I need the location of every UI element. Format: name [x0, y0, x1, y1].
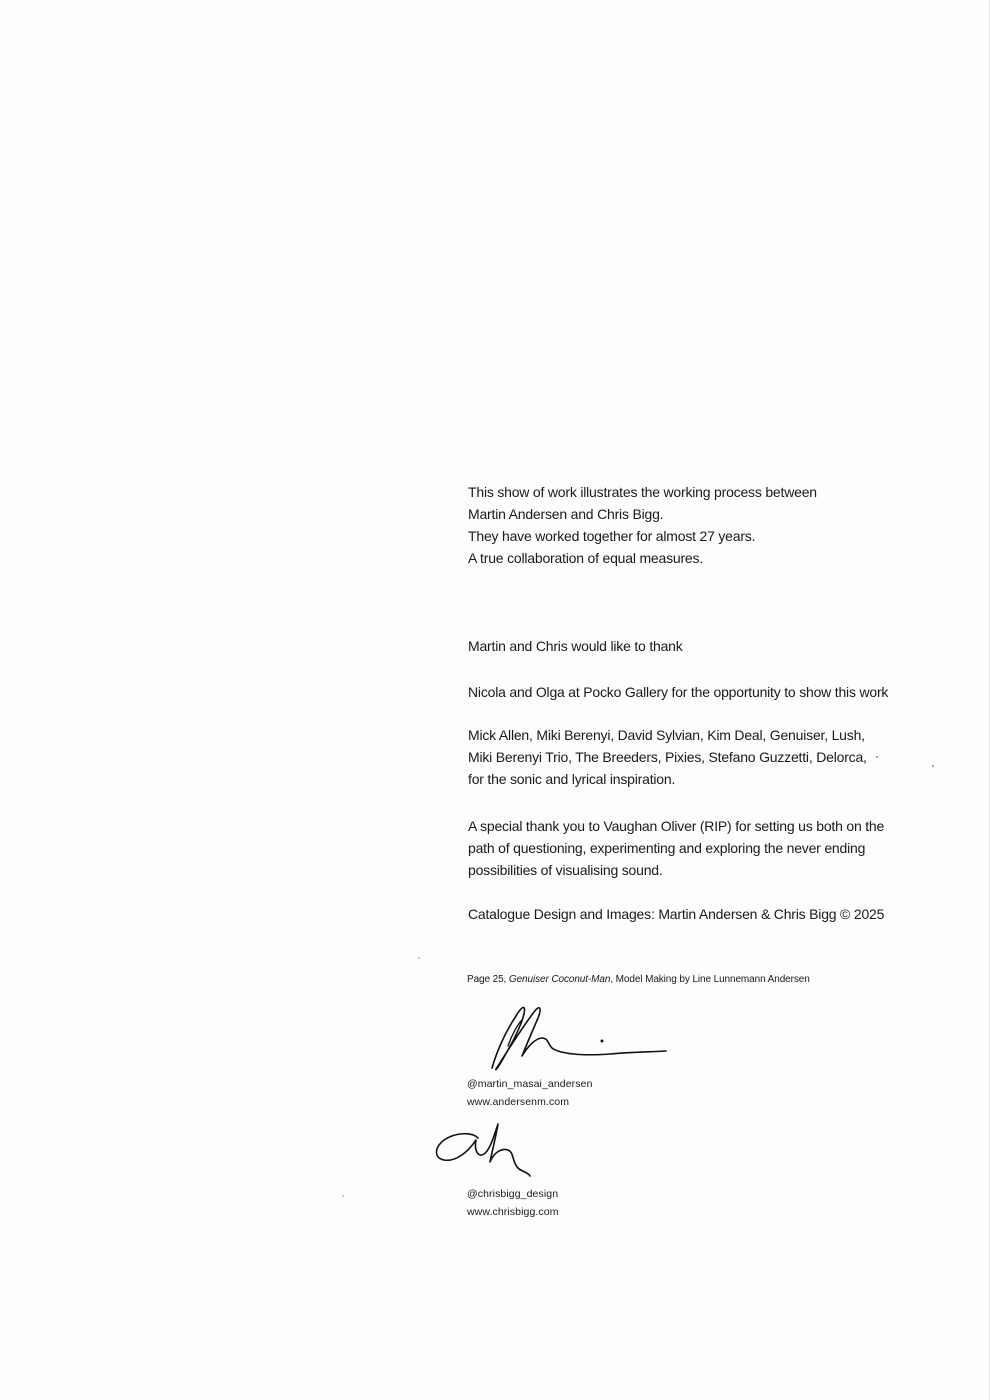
thanks-artists [468, 724, 878, 790]
chris-website-link[interactable]: www.chrisbigg.com [467, 1206, 559, 1218]
intro-line: They have worked together for almost 27 years. [468, 528, 756, 544]
chris-signature [432, 1118, 544, 1184]
intro-paragraph [468, 481, 878, 569]
caption-title: Genuiser Coconut-Man [508, 974, 611, 985]
intro-line: Martin Andersen and Chris Bigg. [468, 506, 664, 522]
martin-signature [482, 994, 668, 1076]
thanks-gallery-text: Nicola and Olga at Pocko Gallery for the opportunity to show this work [468, 684, 889, 700]
special-line: A special thank you to Vaughan Oliver (RIP) for setting us both on the [468, 818, 885, 834]
thanks-gallery [468, 681, 889, 703]
scan-speck [418, 957, 420, 959]
special-thanks [468, 815, 885, 881]
thanks-heading [468, 635, 878, 657]
credits-text: Catalogue Design and Images: Martin Andersen & Chris Bigg © 2025 [468, 906, 885, 922]
chris-contact [467, 1185, 559, 1221]
intro-line: A true collaboration of equal measures. [468, 550, 704, 566]
scan-speck [342, 1195, 344, 1197]
martin-contact [467, 1075, 593, 1111]
caption-prefix: Page 25, [467, 974, 509, 985]
intro-line: This show of work illustrates the working process between [468, 484, 817, 500]
scan-speck [876, 756, 878, 758]
caption-suffix: , Model Making by Line Lunnemann Andersen [610, 974, 810, 985]
image-caption [467, 973, 810, 987]
special-line: path of questioning, experimenting and exploring the never ending [468, 840, 866, 856]
artists-line: Mick Allen, Miki Berenyi, David Sylvian, Kim Deal, Genuiser, Lush, [468, 727, 865, 743]
martin-instagram-handle: @martin_masai_andersen [467, 1078, 593, 1090]
thanks-heading-text: Martin and Chris would like to thank [468, 638, 683, 654]
martin-website-link[interactable]: www.andersenm.com [467, 1096, 570, 1108]
artists-line: Miki Berenyi Trio, The Breeders, Pixies, Stefano Guzzetti, Delorca, [468, 749, 867, 765]
chris-instagram-handle: @chrisbigg_design [467, 1188, 559, 1200]
scan-speck [932, 765, 934, 767]
artists-line: for the sonic and lyrical inspiration. [468, 771, 676, 787]
credits [468, 903, 885, 925]
special-line: possibilities of visualising sound. [468, 862, 663, 878]
